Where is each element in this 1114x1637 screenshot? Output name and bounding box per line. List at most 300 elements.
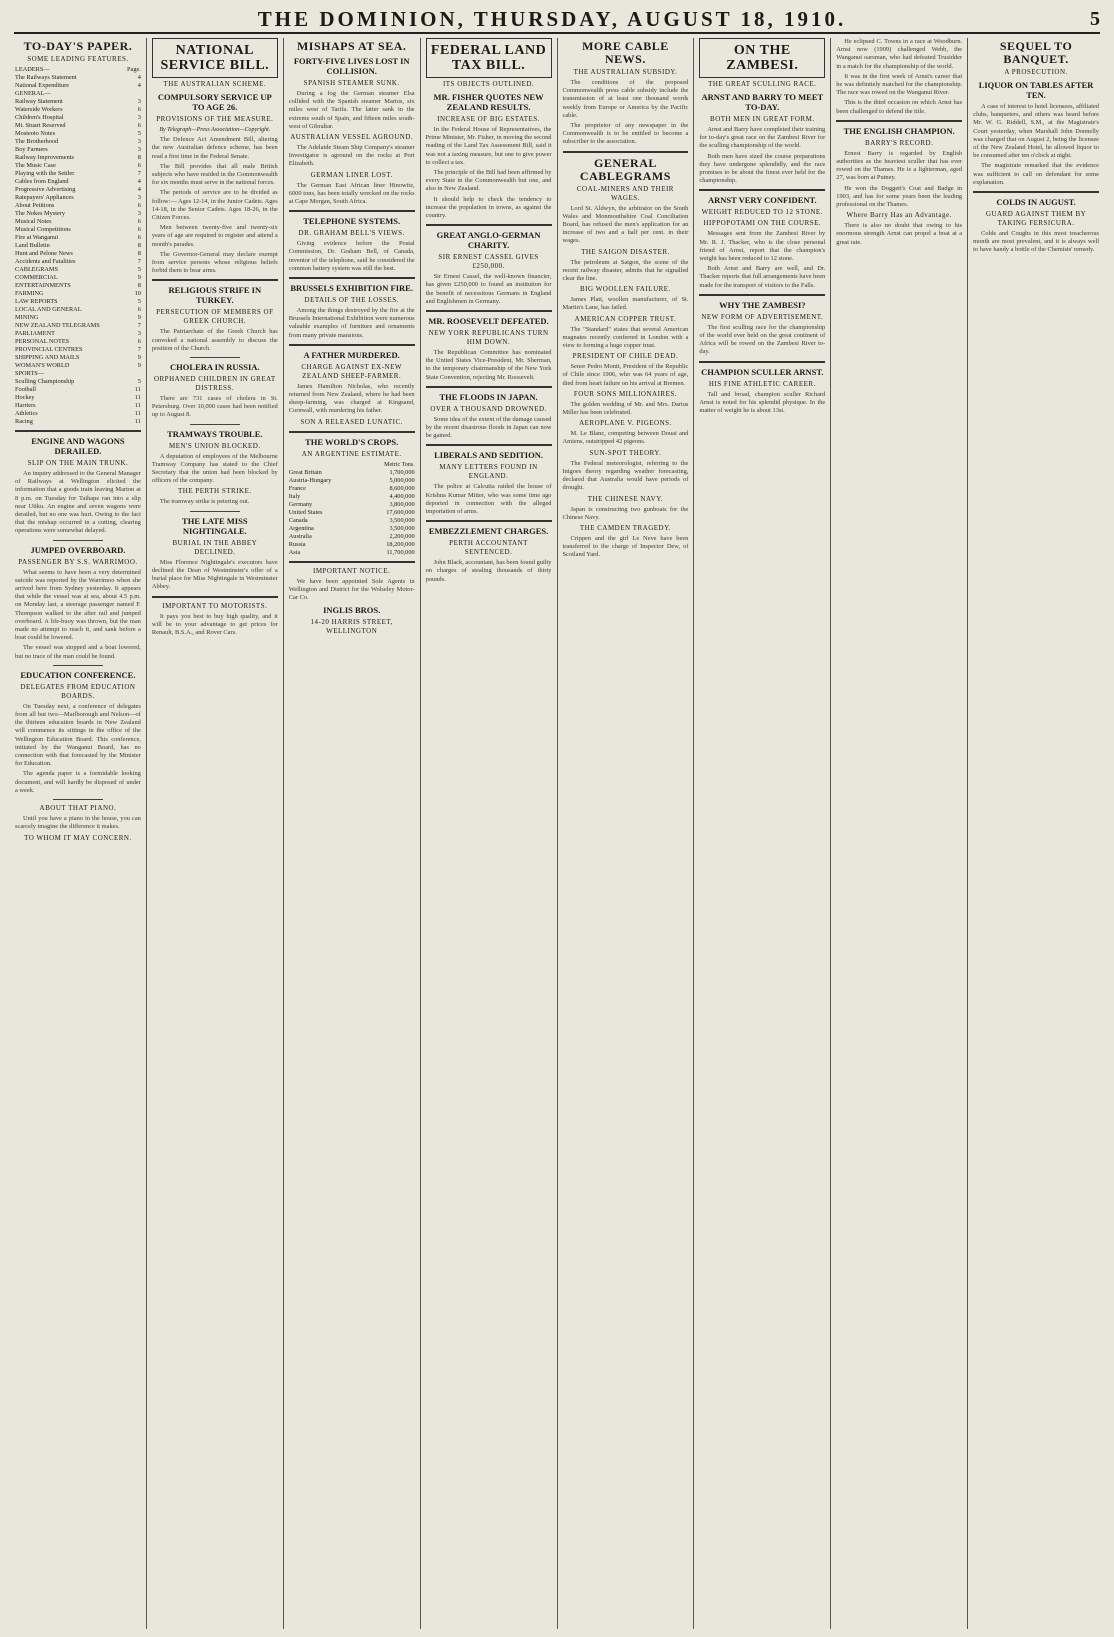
zambesi-heading: ON THE ZAMBESI. [726, 43, 799, 73]
index-page: 4 [137, 82, 141, 89]
index-page: 6 [137, 226, 141, 233]
index-page: 10 [134, 290, 141, 297]
divider [563, 151, 689, 153]
tramways-heading: TRAMWAYS TROUBLE. [167, 428, 263, 439]
divider [426, 310, 552, 312]
champion-sub: HIS FINE ATHLETIC CAREER. [708, 379, 816, 388]
index-label: Land Bulletin [15, 242, 50, 249]
columns [10, 38, 1104, 1629]
article-body: He eclipsed C. Towns in a race at Woodburn. Arnst now (1909) challenged Webb, the Wanganui oarsman, who had defeated Trusidder in a match for the championship of the world. It was in the first week of Arnst's career that he was definitely matched for the championship. The race was rowed on the Wanganui River. This is the third occasion on which Arnst has been challenged to defend the title. [836, 38, 963, 115]
index-label: WOMAN'S WORLD [15, 362, 70, 369]
zambesi-sub3: BOTH MEN IN GREAT FORM. [710, 115, 815, 123]
index-label: Playing with the Settler [15, 170, 75, 177]
table-row [289, 541, 415, 549]
engine-subheading: SLIP ON THE MAIN TRUNK. [27, 459, 129, 467]
table-row [289, 517, 415, 525]
article-body: The Republican Committee has nominated the United States Vice-President, Mr. Sherman, to the temporary chairmanship of the New York State Convention, rejecting Mr. Roosevelt. [425, 349, 552, 381]
index-page: 3 [137, 114, 141, 121]
index-page: 9 [137, 362, 141, 369]
table-row [289, 549, 415, 557]
colds-sub: GUARD AGAINST THEM BY TAKING FERSICURA. [985, 210, 1087, 228]
article-body: On Tuesday next, a conference of delegates from all but two—Marlborough and Nelson—of the thirteen education boards in New Zealand will commence its sittings in the office of the Wellington Education Board. This conference, initiated by the Wanganui Board, has no connection with that forecasted by the Minister for Education. The agenda paper is a formidable looking document, and will hardly be disposed of under a week. [15, 702, 141, 794]
index-page: 6 [137, 106, 141, 113]
tons-cell: 8,600,000 [389, 484, 415, 492]
index-label: Musical Notes [15, 218, 52, 225]
article-body: The Adelaide Steam Ship Company's steamer Investigator is aground on the rocks at Port Elizabeth. [288, 144, 415, 168]
index-row [15, 154, 141, 162]
index-label: Sculling Championship [15, 378, 75, 385]
country-cell: Argentina [288, 524, 314, 532]
index-label: The Music Case [15, 162, 56, 169]
brussels-sub: DETAILS OF THE LOSSES. [304, 296, 399, 305]
index-row [15, 258, 141, 266]
column-3 [284, 38, 421, 1629]
tons-cell: 3,500,000 [389, 524, 415, 532]
index-page: 9 [137, 354, 141, 361]
roosevelt-sub: NEW YORK REPUBLICANS TURN HIM DOWN. [428, 329, 549, 347]
inglis-name: INGLIS BROS. [323, 605, 381, 616]
divider [152, 596, 278, 598]
index-label: LOCAL AND GENERAL [15, 306, 82, 313]
leading-features: SOME LEADING FEATURES. [27, 55, 129, 63]
divider [426, 224, 552, 226]
index-label: MINING [15, 314, 39, 321]
divider [190, 511, 240, 512]
index-page: 6 [137, 338, 141, 345]
index-page: 3 [137, 146, 141, 153]
sequel-sub: A PROSECUTION. [1004, 68, 1068, 76]
index-page: 5 [137, 298, 141, 305]
national-service-sub: THE AUSTRALIAN SCHEME. [163, 80, 267, 88]
index-row [15, 282, 141, 290]
where-heading: Where Barry Has an Advantage. [846, 211, 952, 220]
index-label: COMMERCIAL [15, 274, 58, 281]
jumped-heading: JUMPED OVERBOARD. [30, 544, 126, 555]
article-body: Some idea of the extent of the damage caused by the recent disastrous floods in Japan can now be gained. [425, 415, 552, 440]
more-cable-heading: MORE CABLE NEWS. [582, 39, 669, 66]
article-body: M. Le Blanc, competing between Douai and Amiens, outstripped 42 pigeons. [562, 430, 689, 446]
byline: By Telegraph—Press Association—Copyright. [159, 127, 271, 133]
index-label: Cables from England [15, 178, 69, 185]
index-label: FARMING [15, 290, 44, 297]
general-cablegrams-heading: GENERAL CABLEGRAMS [579, 155, 671, 183]
index-label: SHIPPING AND MAILS [15, 354, 80, 361]
divider [836, 120, 962, 122]
index-label: PERSONAL NOTES [15, 338, 70, 345]
article-body: The golden wedding of Mr. and Mrs. Darius Miller has been celebrated. [562, 400, 689, 417]
index-label: Hockey [15, 394, 35, 401]
column-4 [421, 38, 558, 1629]
index-page: 9 [137, 274, 141, 281]
index-label: Harriers [15, 402, 36, 409]
article-body: The police at Calcutta raided the house of Krishna Kumar Mitter, who was some time ago deported in connection with the alleged importation of arms. [425, 483, 552, 516]
cholera-sub: ORPHANED CHILDREN IN GREAT DISTRESS. [153, 375, 276, 393]
mishaps-sub2: SPANISH STEAMER SUNK. [303, 79, 400, 87]
index-page: 4 [137, 178, 141, 185]
index-row [15, 234, 141, 242]
index-page: 8 [137, 282, 141, 289]
country-cell: Australia [288, 532, 312, 540]
index-row [15, 130, 141, 138]
tons-cell: 1,700,000 [389, 468, 415, 476]
liberals-heading: LIBERALS AND SEDITION. [434, 450, 543, 461]
divider [289, 344, 415, 346]
telephone-heading: TELEPHONE SYSTEMS. [303, 216, 401, 227]
country-cell: Italy [288, 492, 301, 500]
index-label: Football [15, 386, 36, 393]
zambesi-sub2: ARNST AND BARRY TO MEET TO-DAY. [701, 92, 824, 112]
hippo-heading: HIPPOPOTAMI ON THE COURSE. [703, 219, 822, 228]
crops-unit: Metric Tons. [384, 461, 415, 468]
article-body: In the Federal House of Representatives, the Prime Minister, Mr. Fisher, in moving the second reading of the Land Tax Assessment Bill, said it was not a taxing measure, but one to give power to collect a tax. The principle of the Bill had been affirmed by every State in the Commonwealth but one, and also in New Zealand. It should help to check the tendency to increase the population in towns, as against the country. [425, 126, 552, 220]
article-body: John Black, accountant, has been found guilty on charges of stealing thousands of thirty pounds. [425, 559, 552, 583]
index-row [15, 298, 141, 306]
advertisement: It pays you best to buy high quality, and it will be to your advantage to get prices for Renault, B.S.A., and Rover Cars. [151, 612, 278, 636]
column-8 [968, 38, 1104, 1629]
country-cell: Germany [288, 500, 313, 508]
divider [53, 540, 103, 541]
tons-cell: 17,600,000 [386, 508, 415, 516]
divider [53, 665, 103, 666]
index-page: 3 [137, 138, 141, 145]
index-row [15, 210, 141, 218]
article-body: There are 731 cases of cholera in St. Petersburg. Over 10,000 cases had been notified up to August 8. [151, 395, 278, 419]
article-body: James Platt, woollen manufacturer, of St. Martin's Lane, has failed. [562, 296, 689, 312]
divider [289, 561, 415, 563]
confident-sub: WEIGHT REDUCED TO 12 STONE. [701, 208, 823, 217]
advertisement: Until you have a piano in the house, you can scarcely imagine the difference it makes. [15, 815, 141, 831]
father-heading: A FATHER MURDERED. [303, 349, 400, 360]
table-row [289, 501, 415, 509]
index-row [15, 202, 141, 210]
navy-heading: THE CHINESE NAVY. [587, 494, 664, 503]
tons-cell: 3,500,000 [389, 516, 415, 524]
index-row [15, 82, 141, 90]
tons-cell: 11,700,000 [386, 548, 415, 556]
article-body: The tramway strike is petering out. [159, 498, 250, 506]
country-cell: Russia [288, 540, 306, 548]
index-row [15, 306, 141, 314]
index-label: Ratepayers' Appliances [15, 194, 74, 201]
divider [190, 424, 240, 425]
divider [53, 799, 103, 800]
index-row [15, 338, 141, 346]
index-label: NEW ZEALAND TELEGRAMS [15, 322, 100, 329]
index-label: Railway Improvements [15, 154, 74, 161]
index-page: 3 [137, 98, 141, 105]
index-page: 7 [137, 258, 141, 265]
index-page: 7 [137, 322, 141, 329]
land-tax-sub: ITS OBJECTS OUTLINED. [442, 80, 535, 88]
divider [973, 191, 1099, 193]
country-cell: Great Britain [288, 468, 322, 476]
index-page: 7 [137, 170, 141, 177]
index-label: Children's Hospital [15, 114, 64, 121]
tons-cell: 3,800,000 [389, 500, 415, 508]
index-page: 11 [134, 402, 141, 409]
land-tax-heading: FEDERAL LAND TAX BILL. [430, 43, 547, 73]
article-body: During a fog the German steamer Elsa collided with the Spanish steamer Martos, six miles west of Tarifa. The latter sank in the extreme south of Spain, and fifteen miles south-west of Gibraltar. [288, 90, 415, 130]
index-row [15, 218, 141, 226]
index-label: Waterside Workers [15, 106, 63, 113]
index-page: 5 [137, 378, 141, 385]
mishaps-sub: FORTY-FIVE LIVES LOST IN COLLISION. [293, 56, 410, 76]
notice-heading: IMPORTANT NOTICE. [312, 566, 391, 575]
index-page: 3 [137, 330, 141, 337]
coal-heading: COAL-MINERS AND THEIR WAGES. [576, 184, 674, 202]
index-label: The Nokes Mystery [15, 210, 66, 217]
index-row [15, 362, 141, 370]
advertisement: We have been appointed Sole Agents in Wellington and District for the Wolseley Motor-Car Co. [288, 577, 415, 602]
index-row [15, 402, 141, 410]
index-page: 11 [134, 386, 141, 393]
index-label: Boy Farmers [15, 146, 48, 153]
index-row [15, 242, 141, 250]
index-page: Page. [127, 66, 141, 73]
index-page: 9 [137, 314, 141, 321]
embezzlement-heading: EMBEZZLEMENT CHARGES. [428, 526, 549, 537]
index-label: PARLIAMENT [15, 330, 56, 337]
index-label: Progressive Advertising [15, 186, 76, 193]
index-label: GENERAL— [15, 90, 51, 97]
article-body: Tall and broad, champion sculler Richard Arnst is noted for his splendid physique. In the matter of weight he is about 13st. [699, 390, 826, 415]
article-body: Arnst and Barry have completed their training for to-day's great race on the Zambesi River for the sculling championship of the world. Both men have sized the course preparations they have undergone splendidly, and the race promises to be about the finest ever held for the championship. [699, 126, 826, 185]
divider [152, 279, 278, 281]
index-row [15, 114, 141, 122]
masthead-title: THE DOMINION, THURSDAY, AUGUST 18, 1910. [257, 6, 847, 31]
english-sub: BARRY'S RECORD. [865, 138, 934, 147]
subsidy-heading: THE AUSTRALIAN SUBSIDY. [573, 68, 678, 76]
vessel-heading: AUSTRALIAN VESSEL AGROUND. [290, 133, 414, 142]
country-cell: Canada [288, 516, 308, 524]
index-row [15, 394, 141, 402]
divider [426, 520, 552, 522]
article-body: The conditions of the proposed Commonwealth press cable subsidy include the transmission of at least one thousand words weekly from Europe or America by the Pacific cable. The proprietor of any newspaper in the Commonwealth is to be entitled to become a subscriber to the association. [562, 79, 689, 146]
index-row [15, 330, 141, 338]
crops-table [289, 469, 415, 557]
index-page: 5 [137, 266, 141, 273]
index-row [15, 266, 141, 274]
index-row [15, 162, 141, 170]
index-label: SPORTS— [15, 370, 45, 377]
article-body: Sir Ernest Cassel, the well-known financier, has given £250,000 to found an institution for the benefit of necessitous Germans in England and Englishmen in Germany. [425, 273, 552, 305]
index-page: 3 [137, 194, 141, 201]
index-page: 5 [137, 130, 141, 137]
index-label: CABLEGRAMS [15, 266, 59, 273]
index-row [15, 178, 141, 186]
article-body: The Federal meteorologist, referring to the Inigoes theory regarding weather forecasting, declared that Australia would have periods of drought. [562, 459, 689, 492]
index-row [15, 226, 141, 234]
why-heading: WHY THE ZAMBESI? [719, 299, 806, 310]
cholera-heading: CHOLERA IN RUSSIA. [170, 362, 260, 373]
land-tax-box [426, 38, 552, 78]
article-body: The German East African liner Hinowitz, 6000 tons, has been totally wrecked on the rocks at Cape Morgan, South Africa. [288, 181, 415, 206]
index-label: ENTERTAINMENTS [15, 282, 71, 289]
index-row [15, 90, 141, 98]
index-row [15, 386, 141, 394]
article-body: The petroleum at Saigon, the scene of the recent railway disaster, admits that he signalled clear the line. [562, 258, 689, 283]
woollen-heading: BIG WOOLLEN FAILURE. [580, 285, 671, 294]
table-row [289, 525, 415, 533]
embezzlement-sub: PERTH ACCOUNTANT SENTENCED. [449, 539, 528, 557]
sequel-sub2: LIQUOR ON TABLES AFTER TEN. [978, 80, 1094, 100]
crops-sub: AN ARGENTINE ESTIMATE. [301, 449, 402, 458]
perth-heading: THE PERTH STRIKE. [178, 487, 252, 496]
masthead [14, 6, 1100, 34]
religious-sub: PERSECUTION OF MEMBERS OF GREEK CHURCH. [156, 308, 274, 326]
article-body: The "Standard" states that several American magnates recently conferred in London with a view to forming a huge copper trust. [562, 325, 689, 350]
divider [15, 430, 141, 432]
index-label: National Expenditure [15, 82, 70, 89]
motorists-heading: IMPORTANT TO MOTORISTS. [162, 601, 268, 610]
index-label: LEADERS— [15, 66, 50, 73]
index-row [15, 274, 141, 282]
index-label: About Petitions [15, 202, 55, 209]
divider [289, 210, 415, 212]
index-label: The Railways Statement [15, 74, 77, 81]
table-row [289, 477, 415, 485]
nightingale-sub: BURIAL IN THE ABBEY DECLINED. [172, 538, 258, 556]
zambesi-sub: THE GREAT SCULLING RACE. [708, 80, 817, 88]
article-body: What seems to have been a very determined suicide was reported by the Warrimoo when she arrived here from Sydney yesterday. It appears that while the vessel was at sea, about 4.5 p.m. on Monday last, a steerage passenger named F. Thompson walked to the after rail and jumped overboard. A life-buoy was thrown, but the man made no attempt to reach it, and sank before a boat could be lowered. The vessel was stopped and a boat lowered, but no trace of the man could be found. [15, 568, 141, 660]
tons-cell: 18,200,000 [386, 540, 415, 548]
todays-paper-heading: TO-DAY'S PAPER. [23, 39, 133, 53]
feature-index [15, 66, 141, 426]
country-cell: France [288, 484, 306, 492]
column-6 [694, 38, 831, 1629]
colds-heading: COLDS IN AUGUST. [996, 197, 1076, 208]
index-label: Railway Statement [15, 98, 63, 105]
religious-heading: RELIGIOUS STRIFE IN TURKEY. [168, 285, 262, 306]
engine-heading: ENGINE AND WAGONS DERAILED. [31, 436, 125, 456]
index-page: 6 [137, 306, 141, 313]
article-body: Lord St. Aldwyn, the arbitrator on the South Wales and Monmouthshire Coal Conciliation Board, has refused the men's application for an increase of two and a half per cent. in their wages. [562, 204, 689, 245]
index-row [15, 66, 141, 74]
country-cell: Asia [288, 548, 301, 556]
lunatic-heading: SON A RELEASED LUNATIC. [300, 417, 403, 426]
aeroplane-heading: AEROPLANE V. PIGEONS. [579, 419, 672, 428]
divider [289, 277, 415, 279]
index-page: 11 [134, 418, 141, 425]
index-page: 8 [137, 154, 141, 161]
charity-sub: SIR ERNEST CASSEL GIVES £250,000. [438, 253, 539, 271]
japan-sub: OVER A THOUSAND DROWNED. [430, 404, 547, 413]
index-row [15, 322, 141, 330]
index-page: 7 [137, 346, 141, 353]
piano-heading: ABOUT THAT PIANO. [39, 804, 117, 813]
article-body: Messages sent from the Zambesi River by Mr. R. J. Thacker, who is the close personal friend of Arnst, report that the champion's weight has been reduced to 12 stone. Both Arnst and Barry are well, and Dr. Thacker reports that full arrangements have been made for the transport of visitors to the Falls. [699, 230, 826, 289]
why-sub: NEW FORM OF ADVERTISEMENT. [701, 312, 824, 321]
divider [699, 189, 825, 191]
index-page: 4 [137, 186, 141, 193]
index-page: 6 [137, 234, 141, 241]
article-body: A deputation of employees of the Melbourne Tramway Company has stated to the Chief Secretary that the union had been blocked by officers of the company. [151, 452, 278, 485]
index-row [15, 250, 141, 258]
column-1 [10, 38, 147, 1629]
index-row [15, 354, 141, 362]
table-row [289, 485, 415, 493]
tons-cell: 4,400,000 [389, 492, 415, 500]
index-page: 6 [137, 218, 141, 225]
article-body: The Defence Act Amendment Bill, altering the new Australian defence scheme, has been read a first time in the Federal Senate. The Bill provides that all male British subjects who have resided in the Commonwealth for six months must serve in the national forces. The periods of service are to be divided as follow:— Ages 12-14, in the Junior Cadets. Ages 14-18, in the Senior Cadets. Ages 18-26, in the Citizen Forces. Men between twenty-five and twenty-six years of age are required to register and attend a month's parades. The Governor-General may declare exempt from service persons whose religious beliefs forbid them to bear arms. [151, 136, 278, 275]
index-page: 11 [134, 394, 141, 401]
national-service-heading: NATIONAL SERVICE BILL. [160, 43, 270, 73]
index-label: Racing [15, 418, 33, 425]
camden-heading: THE CAMDEN TRAGEDY. [579, 523, 671, 532]
brussels-heading: BRUSSELS EXHIBITION FIRE. [290, 283, 413, 294]
zambesi-box [699, 38, 825, 78]
jumped-subheading: PASSENGER BY S.S. WARRIMOO. [18, 557, 138, 566]
mishaps-heading: MISHAPS AT SEA. [296, 39, 407, 53]
national-service-sub2: COMPULSORY SERVICE UP TO AGE 26. [157, 92, 272, 112]
article-body: The Patriarchate of the Greek Church has convoked a national assembly to discuss the position of the Church. [151, 328, 278, 352]
index-row [15, 122, 141, 130]
index-row [15, 194, 141, 202]
article-body: Senor Pedro Montt, President of the Republic of Chile since 1906, who was 64 years of age, died from heart failure on his arrival at Bremen. [562, 363, 689, 387]
index-label: Mosteoto Notes [15, 130, 56, 137]
article-body: Ernest Barry is regarded by English authorities as the heaviest sculler that has ever rowed on the Thames. He is a lighterman, aged 27, was born at Putney. He won the Doggett's Coat and Badge in 1903, and has for some years been the leading professional on the Thames. [836, 149, 963, 209]
roosevelt-heading: MR. ROOSEVELT DEFEATED. [428, 316, 549, 327]
index-row [15, 106, 141, 114]
divider [190, 357, 240, 358]
column-7 [831, 38, 968, 1629]
charity-heading: GREAT ANGLO-GERMAN CHARITY. [436, 230, 541, 251]
index-label: Fire at Wanganui [15, 234, 59, 241]
index-row [15, 314, 141, 322]
index-row [15, 74, 141, 82]
index-page: 6 [137, 122, 141, 129]
telephone-sub: DR. GRAHAM BELL'S VIEWS. [298, 229, 405, 238]
index-row [15, 378, 141, 386]
article-body: There is also no doubt that owing to his enormous strength Arnst can propel a boat at a great rate. [836, 222, 963, 246]
sunspot-heading: SUN-SPOT THEORY. [589, 448, 662, 457]
index-row [15, 346, 141, 354]
champion-heading: CHAMPION SCULLER ARNST. [701, 366, 824, 377]
index-page: 11 [134, 410, 141, 417]
index-label: LAW REPORTS [15, 298, 58, 305]
advertisement: Colds and Coughs in this most treacherous month are most prevalent, and it is always well to have handy a bottle of the Chemists' remedy. [973, 230, 1099, 254]
column-5 [558, 38, 695, 1629]
japan-heading: THE FLOODS IN JAPAN. [439, 391, 538, 402]
article-body: James Hamilton Nicholas, who recently returned from New Zealand, where he had been sheep-farming, was charged at Kingsand, Cornwall, with murdering his father. [288, 382, 415, 415]
inglis-address: 14-20 HARRIS STREET, WELLINGTON [310, 618, 393, 636]
article-body: An inquiry addressed to the General Manager of Railways at Wellington elicited the information that a goods train leaving Marton at 8 p.m. on Tuesday for Taihape ran into a slip near Utiku. An engine and seven wagons were derailed, but no one was hurt. Owing to the fact that the mishap occurred in a cutting, clearing operations were somewhat delayed. [15, 470, 141, 535]
education-subheading: DELEGATES FROM EDUCATION BOARDS. [20, 682, 136, 700]
national-service-sub3: PROVISIONS OF THE MEASURE. [156, 115, 274, 123]
copper-heading: AMERICAN COPPER TRUST. [574, 314, 677, 323]
land-tax-sub2: MR. FISHER QUOTES NEW ZEALAND RESULTS. [433, 92, 544, 112]
page-number: 5 [1090, 7, 1100, 30]
divider [699, 294, 825, 296]
index-label: Athletics [15, 410, 38, 417]
article-body: Giving evidence before the Postal Commission, Dr. Graham Bell, of Canada, inventor of the telephone, said he considered the common battery system was still the best. [288, 240, 415, 272]
index-label: Mt. Stuart Reserved [15, 122, 66, 129]
article-body: Crippen and the girl Le Neve have been transferred to the charge of Inspector Dew, of Scotland Yard. [562, 534, 689, 559]
index-row [15, 146, 141, 154]
index-row [15, 370, 141, 378]
index-row [15, 98, 141, 106]
confident-heading: ARNST VERY CONFIDENT. [707, 195, 817, 206]
liner-heading: GERMAN LINER LOST. [310, 170, 393, 179]
index-page: 4 [137, 74, 141, 81]
article-body: A case of interest to hotel licensees, affiliated clubs, banqueters, and others was heard before Mr. W. G. Riddell, S.M., at the Magistrate's Court yesterday, when Marshall John Donnelly was charged that on August 2, being the licensee of the New Zealand Hotel, he allowed liquor to be consumed after ten o'clock at night. The magistrate remarked that the evidence was sufficient to call on defendant for some explanation. [973, 103, 1099, 186]
index-label: Musical Competitions [15, 226, 71, 233]
index-label: Accidents and Fatalities [15, 258, 76, 265]
millionaires-heading: FOUR SONS MILLIONAIRES. [573, 389, 677, 398]
divider [426, 444, 552, 446]
crops-heading: THE WORLD'S CROPS. [305, 436, 399, 447]
index-page: 8 [137, 242, 141, 249]
